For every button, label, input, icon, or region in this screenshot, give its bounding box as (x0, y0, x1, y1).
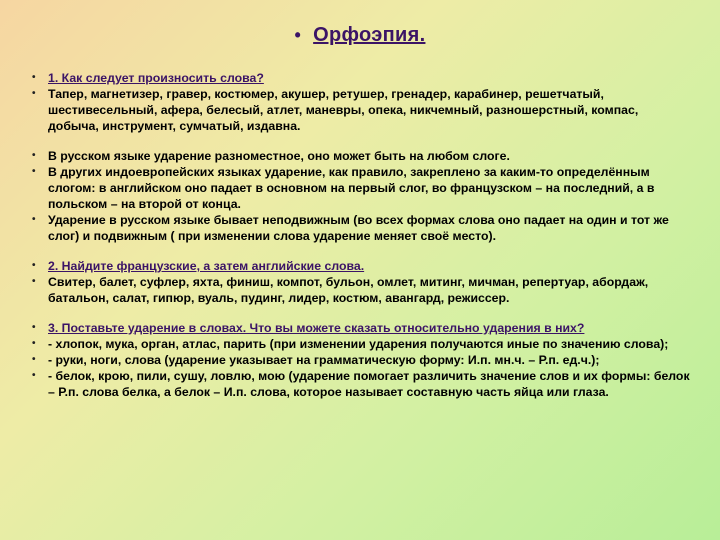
question-3: 3. Поставьте ударение в словах. Что вы можете сказать относительно ударения в них? (48, 321, 585, 335)
bullet: • (32, 322, 36, 333)
list-item (32, 352, 692, 368)
list-item (32, 86, 692, 134)
list-item (32, 320, 692, 336)
bullet: • (32, 88, 36, 99)
list-item (32, 368, 692, 400)
answer-line-2: - руки, ноги, слова (ударение указывает на грамматическую форму: И.п. мн.ч. – Р.п. ед.ч.); (48, 353, 600, 367)
bullet: • (32, 354, 36, 365)
list-item (32, 258, 692, 274)
slide-content (32, 70, 692, 400)
bullet: • (32, 214, 36, 225)
list-item (32, 212, 692, 244)
question-1: 1. Как следует произносить слова? (48, 71, 264, 85)
word-list-1: Тапер, магнетизер, гравер, костюмер, акушер, ретушер, гренадер, карабинер, решетчатый, шестивесельный, афера, белесый, атлет, маневры, опека, никчемный, разношерстный, компас, добыча, инструмент, сумчатый, издавна. (48, 87, 639, 133)
stress-rule-2: В других индоевропейских языках ударение, как правило, закреплено за каким-то определённым слогом: в английском оно падает в основном на первый слог, во французском – на последний, а в польском – на второй от конца. (48, 165, 655, 211)
answer-line-1: - хлопок, мука, орган, атлас, парить (при изменении ударения получаются иные по значению слова); (48, 337, 669, 351)
bullet: • (32, 166, 36, 177)
list-item (32, 148, 692, 164)
title-bullet: • (294, 25, 302, 45)
answer-line-3: - белок, крою, пили, сушу, ловлю, мою (ударение помогает различить значение слов и их формы: белок – Р.п. слова белка, а белок – И.п. слова, которое называет составную часть яйца или глаза. (48, 369, 690, 399)
list-item (32, 336, 692, 352)
question-2: 2. Найдите французские, а затем английские слова. (48, 259, 365, 273)
bullet: • (32, 260, 36, 271)
list-item (32, 70, 692, 86)
word-list-2: Свитер, балет, суфлер, яхта, финиш, компот, бульон, омлет, митинг, мичман, репертуар, абордаж, батальон, салат, гипюр, вуаль, пудинг, лидер, костюм, авангард, режиссер. (48, 275, 649, 305)
bullet: • (32, 276, 36, 287)
bullet: • (32, 338, 36, 349)
slide-title-row (0, 24, 720, 47)
stress-rule-3: Ударение в русском языке бывает неподвижным (во всех формах слова оно падает на один и тот же слог) и подвижным ( при изменении слова ударение меняет своё место). (48, 213, 669, 243)
bullet: • (32, 150, 36, 161)
slide-title: Орфоэпия. (313, 24, 426, 46)
list-item (32, 164, 692, 212)
bullet: • (32, 370, 36, 381)
stress-rule-1: В русском языке ударение разноместное, оно может быть на любом слоге. (48, 149, 510, 163)
list-item (32, 274, 692, 306)
bullet: • (32, 72, 36, 83)
